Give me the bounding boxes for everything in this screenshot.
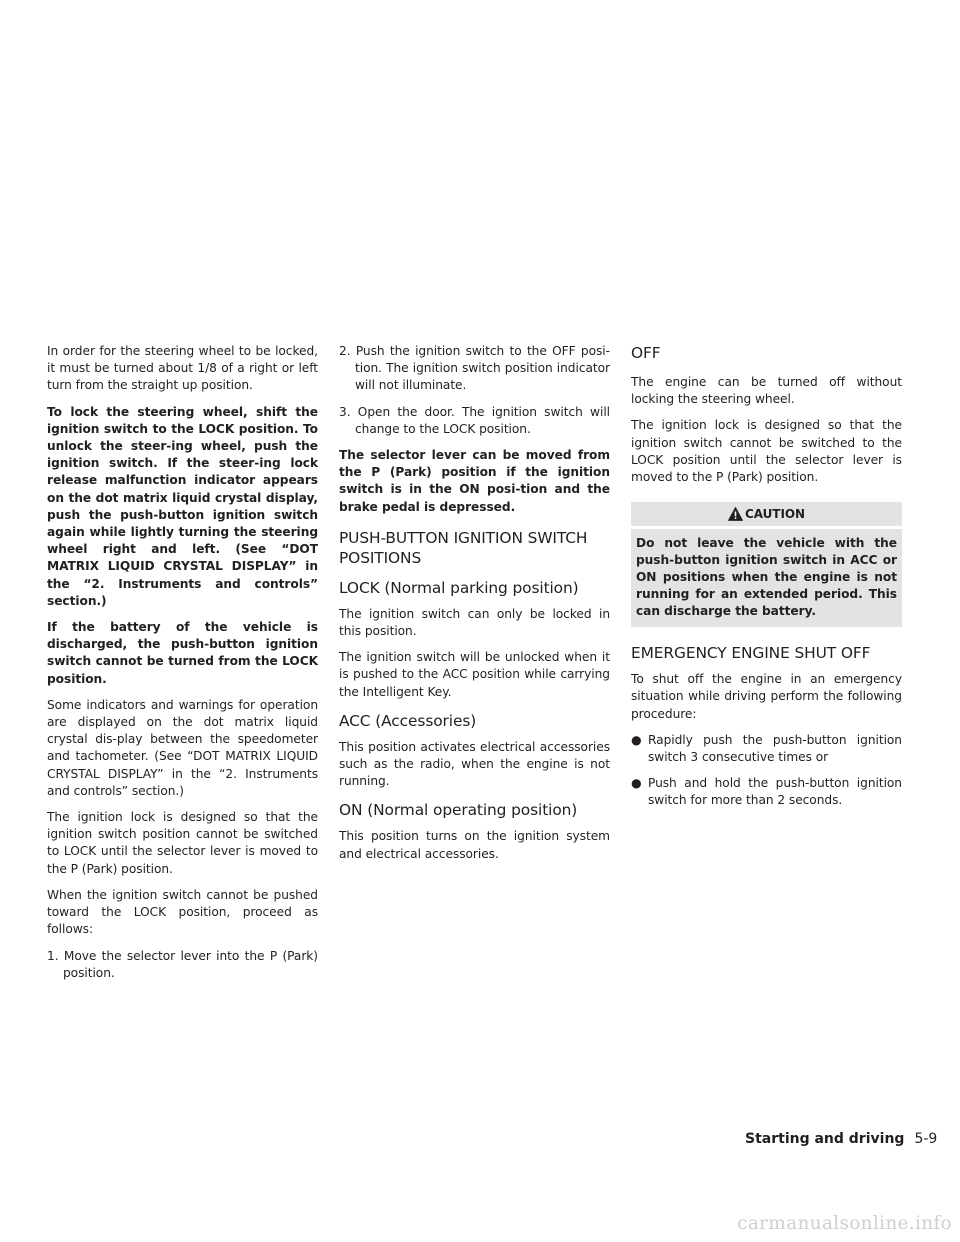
- off-paragraph-2: The ignition lock is designed so that the ignition switch cannot be switched to the LOCK position until the selector lever is moved to the P (Park) position.: [631, 418, 902, 485]
- caution-header: [631, 502, 902, 526]
- bullet-item-2: [631, 775, 902, 809]
- bullet-text-1: Rapidly push the push-button ignition switch 3 consecutive times or: [648, 732, 902, 765]
- on-paragraph: This position turns on the ignition system and electrical accessories.: [339, 829, 610, 861]
- page-footer: [745, 1130, 938, 1148]
- off-paragraph-1: The engine can be turned off without locking the steering wheel.: [631, 375, 902, 407]
- caution-text: Do not leave the vehicle with the push-button ignition switch in ACC or ON positions when the engine is not running for an extended period. This can discharge the battery.: [631, 529, 902, 627]
- acc-paragraph: This position activates electrical accessories such as the radio, when the engine is not running.: [339, 739, 610, 789]
- page-number: 5-9: [914, 1131, 938, 1147]
- on-heading: ON (Normal operating position): [339, 801, 578, 820]
- emergency-paragraph: To shut off the engine in an emergency situation while driving perform the following procedure:: [631, 672, 902, 721]
- chapter-title: Starting and driving: [745, 1131, 905, 1147]
- lock-heading: LOCK (Normal parking position): [339, 578, 579, 597]
- selector-lever-note: The selector lever can be moved from the P (Park) position if the ignition switch is in the ON posi-tion and the brake pedal is depressed.: [339, 448, 610, 514]
- lock-paragraph-2: The ignition switch will be unlocked when it is pushed to the ACC position while carrying the Intelligent Key.: [339, 650, 610, 699]
- lock-paragraph-1: The ignition switch can only be locked in this position.: [339, 606, 610, 639]
- step-3: 3. Open the door. The ignition switch will change to the LOCK position.: [339, 404, 610, 436]
- bullet-icon: ●: [631, 776, 642, 791]
- column-2: [339, 343, 610, 872]
- indicators-paragraph: Some indicators and warnings for operation are displayed on the dot matrix liquid crystal dis-play between the speedometer and tachometer. (See “DOT MATRIX LIQUID CRYSTAL DISPLAY” in the “2. Instruments and controls” section.): [47, 697, 318, 798]
- acc-heading: ACC (Accessories): [339, 711, 477, 730]
- step-1: 1. Move the selector lever into the P (Park) position.: [47, 948, 318, 980]
- watermark: carmanualsonline.info: [737, 1213, 952, 1234]
- battery-discharged-note: If the battery of the vehicle is discharged, the push-button ignition switch cannot be turned from the LOCK position.: [47, 620, 318, 686]
- column-3: [631, 343, 902, 819]
- bullet-icon: ●: [631, 732, 642, 747]
- steering-lock-paragraph: In order for the steering wheel to be locked, it must be turned about 1/8 of a right or left turn from the straight up position.: [47, 344, 318, 393]
- caution-box: [631, 502, 902, 627]
- emergency-heading: EMERGENCY ENGINE SHUT OFF: [631, 644, 871, 663]
- bullet-item-1: [631, 732, 902, 766]
- step-2: 2. Push the ignition switch to the OFF posi-tion. The ignition switch position indicator will not illuminate.: [339, 344, 610, 393]
- caution-label: CAUTION: [744, 506, 805, 521]
- off-heading: OFF: [631, 344, 661, 362]
- warning-icon: [728, 507, 743, 521]
- lock-steering-instructions: To lock the steering wheel, shift the ignition switch to the LOCK position. To unlock the steer-ing wheel, push the ignition switch. If the steer-ing lock release malfunction indicator appears on the dot matrix liquid crystal display, push the push-button ignition switch again while lightly turning the steering wheel right and left. (See “DOT MATRIX LIQUID CRYSTAL DISPLAY” in the “2. Instruments and controls” section.): [47, 404, 318, 608]
- section-title: PUSH-BUTTON IGNITION SWITCH POSITIONS: [339, 528, 588, 567]
- column-1: [47, 343, 318, 991]
- bullet-text-2: Push and hold the push-button ignition switch for more than 2 seconds.: [648, 776, 902, 808]
- ignition-lock-design-paragraph: The ignition lock is designed so that the ignition switch position cannot be switched to LOCK until the selector lever is moved to the P (Park) position.: [47, 810, 318, 876]
- cannot-push-paragraph: When the ignition switch cannot be pushed toward the LOCK position, proceed as follows:: [47, 887, 318, 937]
